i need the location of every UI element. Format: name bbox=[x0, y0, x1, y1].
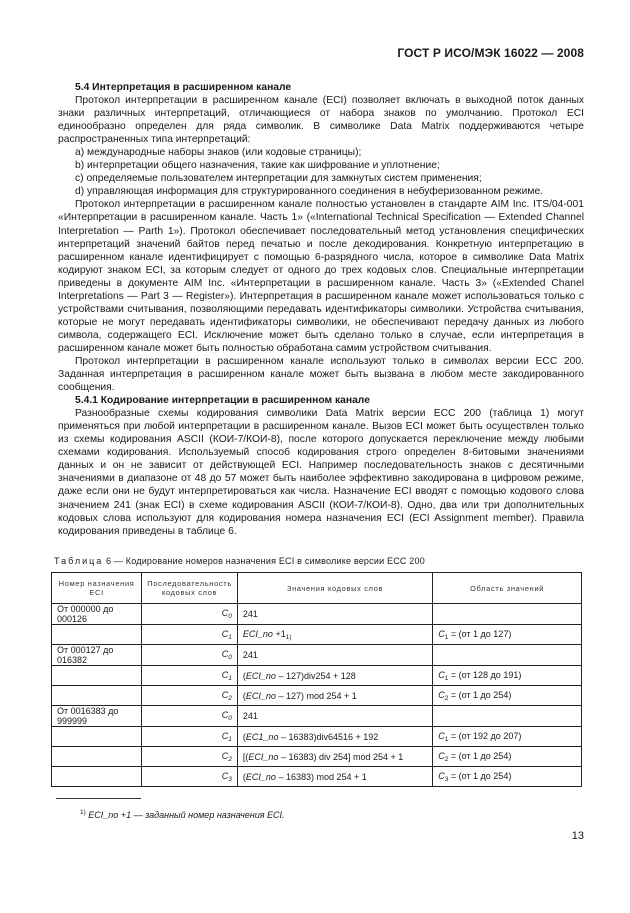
footnote-rule bbox=[56, 798, 141, 799]
area-text: = (от 1 до 254) bbox=[448, 770, 512, 781]
value-range-cell bbox=[433, 727, 582, 747]
codeword-cell bbox=[142, 747, 238, 767]
codeword-value-cell bbox=[237, 645, 432, 666]
codeword-value: 241 bbox=[242, 650, 258, 660]
codeword-value: 241 bbox=[242, 711, 258, 721]
codeword-index: 0 bbox=[228, 654, 232, 661]
eci-range-cell bbox=[52, 727, 142, 747]
eci-range-cell: От 000127 до 016382 bbox=[52, 645, 142, 666]
eci-range-cell bbox=[52, 767, 142, 787]
area-symbol: C bbox=[438, 770, 445, 781]
codeword-symbol: C bbox=[221, 730, 229, 741]
eci-range-cell bbox=[52, 625, 142, 645]
codeword-symbol: C bbox=[221, 608, 229, 618]
area-index: 3 bbox=[444, 775, 449, 783]
area-text: = (от 1 до 254) bbox=[448, 750, 512, 761]
codeword-symbol: C bbox=[221, 750, 229, 761]
eci-range-cell bbox=[52, 747, 142, 767]
area-symbol: C bbox=[438, 628, 445, 639]
codeword-value: (ECI_no – 127) mod 254 + 1 bbox=[242, 690, 357, 701]
codeword-index: 0 bbox=[228, 715, 232, 722]
table-row bbox=[52, 767, 582, 787]
paragraph: Разнообразные схемы кодирования символики Data Matrix версии ECC 200 (таблица 1) могут применяться при любой интерпретации в расширенном канале. Вызов ECI может быть осуществлен только из схемы кодирования ASCII (КОИ-7/КОИ-8), после которого допускается переключение между любыми схемами кодирования. Используемый способ кодирования строго определен 8-битовыми значениями данных и он не зависит от действующей ECI. Например последовательность знаков с десятичными значениями в диапазоне от 48 до 57 может быть наиболее эффективно закодирована в цифровом режиме, даже если они не будут интерпретироваться как числа. Назначение ECI вводят с помощью кодового слова значением 241 (знак ECI) в схеме кодирования ASCII (КОИ-7/КОИ-8). Одно, два или три дополнительных кодовых слова используют для кодирования номера назначения ECI (ECI Assignment member). Правила кодирования приведены в таблице 6. bbox=[58, 408, 584, 537]
area-text: = (от 128 до 191) bbox=[448, 669, 522, 680]
area-text: = (от 192 до 207) bbox=[448, 730, 522, 741]
codeword-value: ECI_no +1 bbox=[242, 628, 286, 639]
codeword-cell bbox=[142, 625, 238, 645]
column-header: Номер назначения ECI bbox=[52, 573, 142, 604]
codeword-symbol: C bbox=[221, 689, 229, 700]
footnote-mark: 1) bbox=[80, 809, 86, 816]
table-row bbox=[52, 666, 582, 686]
codeword-index: 2 bbox=[228, 694, 232, 702]
page-number: 13 bbox=[571, 830, 584, 842]
section-heading: 5.4 Интерпретация в расширенном канале bbox=[75, 82, 292, 93]
table-row bbox=[52, 747, 582, 767]
codeword-value-cell bbox=[237, 767, 432, 787]
area-index: 2 bbox=[444, 755, 449, 763]
codeword-cell bbox=[142, 706, 238, 727]
eci-range-cell: От 000000 до 000126 bbox=[52, 604, 142, 625]
area-index: 1 bbox=[444, 633, 449, 641]
area-text: = (от 1 до 254) bbox=[448, 689, 512, 700]
codeword-cell bbox=[142, 727, 238, 747]
codeword-symbol: C bbox=[221, 649, 229, 659]
paragraph: Протокол интерпретации в расширенном канале (ECI) позволяет включать в выходной поток данных знаки различных интерпретаций, отличающиеся от набора знаков по умолчанию. Протокол ECI единообразно определен для ряда символик. В символике Data Matrix поддерживаются четыре распространенных типа интерпретаций: bbox=[58, 95, 584, 146]
footnote bbox=[80, 809, 285, 820]
value-range-cell bbox=[433, 604, 582, 625]
area-index: 1 bbox=[444, 674, 449, 682]
column-header: Последовательность кодовых слов bbox=[142, 573, 238, 604]
value-range-cell bbox=[433, 747, 582, 767]
area-index: 2 bbox=[444, 694, 449, 702]
codeword-value-cell bbox=[237, 686, 432, 706]
codeword-value-cell bbox=[237, 666, 432, 686]
codeword-symbol: C bbox=[221, 628, 229, 639]
eci-range-cell: От 0016383 до 999999 bbox=[52, 706, 142, 727]
eci-encoding-table bbox=[51, 572, 582, 787]
footnote-text: ECI_no +1 — заданный номер назначения ECI. bbox=[88, 810, 285, 820]
codeword-symbol: C bbox=[221, 669, 229, 680]
codeword-index: 3 bbox=[228, 775, 232, 783]
codeword-value-cell bbox=[237, 747, 432, 767]
codeword-value: [(ECI_no – 16383) div 254] mod 254 + 1 bbox=[242, 751, 404, 762]
codeword-cell bbox=[142, 686, 238, 706]
table-row bbox=[52, 686, 582, 706]
area-symbol: C bbox=[438, 669, 445, 680]
value-range-cell bbox=[433, 666, 582, 686]
codeword-cell bbox=[142, 767, 238, 787]
table-body bbox=[52, 604, 582, 787]
codeword-value-cell bbox=[237, 625, 432, 645]
area-text: = (от 1 до 127) bbox=[448, 628, 512, 639]
footnote-ref: 1) bbox=[285, 633, 292, 641]
codeword-index: 1 bbox=[228, 674, 232, 682]
value-range-cell bbox=[433, 625, 582, 645]
value-range-cell bbox=[433, 645, 582, 666]
table-header-row bbox=[52, 573, 582, 604]
table-row bbox=[52, 706, 582, 727]
area-index: 1 bbox=[444, 735, 449, 743]
value-range-cell bbox=[433, 767, 582, 787]
table-caption-text: 6 — Кодирование номеров назначения ECI в символике версии ECC 200 bbox=[106, 556, 425, 566]
codeword-value-cell bbox=[237, 706, 432, 727]
codeword-symbol: C bbox=[221, 710, 229, 720]
value-range-cell bbox=[433, 686, 582, 706]
table-row bbox=[52, 727, 582, 747]
body-text bbox=[58, 81, 584, 538]
column-header: Значения кодовых слов bbox=[237, 573, 432, 604]
codeword-value: (EC1_no – 16383)div64516 + 192 bbox=[242, 731, 379, 742]
codeword-value: (ECI_no – 16383) mod 254 + 1 bbox=[242, 771, 367, 782]
codeword-index: 1 bbox=[228, 633, 232, 641]
page-header: ГОСТ Р ИСО/МЭК 16022 — 2008 bbox=[397, 46, 584, 60]
table-row bbox=[52, 604, 582, 625]
codeword-index: 0 bbox=[228, 613, 232, 620]
subsection-heading: 5.4.1 Кодирование интерпретации в расширенном канале bbox=[75, 395, 370, 407]
area-symbol: C bbox=[438, 689, 445, 700]
codeword-value: 241 bbox=[242, 609, 258, 619]
value-range-cell bbox=[433, 706, 582, 727]
eci-range-cell bbox=[52, 686, 142, 706]
paragraph: Протокол интерпретации в расширенном канале используют только в символах версии ECC 200. Заданная интерпретация в расширенном канале может быть вызвана в любом месте закодированного сообщения. bbox=[58, 355, 584, 394]
table-caption-label: Таблица bbox=[54, 556, 104, 566]
table-caption bbox=[54, 556, 425, 566]
codeword-cell bbox=[142, 645, 238, 666]
eci-range-cell bbox=[52, 666, 142, 686]
paragraph: Протокол интерпретации в расширенном канале полностью установлен в стандарте AIM Inc. ITS/04-001 «Интерпретации в расширенном канале. Часть 1» («International Technical Specification — Extended Channel Interpretation — Parth 1»). Протокол обеспечивает последовательный метод установления специфических интерпретаций значений байтов перед печатью и после декодирования. Конкретную интерпретацию в расширенном канале идентифицирует с помощью 6-разрядного числа, которое в символике Data Matrix кодируют знаком ECI, за которым следует от одного до трех кодовых слов. Специальные интерпретации приведены в документе AIM Inc. «Интерпретации в расширенном канале. Часть 3» («Extended Chanel Interpretations — Part 3 — Register»). Интерпретация в расширенном канале может использоваться только с устройствами считывания, позволяющими передавать идентификаторы символики. Устройства считывания, которые не могут передавать идентификаторы символики, не обеспечивают передачу данных из любого символа, содержащего ECI. Исключение может быть сделано только в случае, если интерпретация в расширенном канале может быть полностью обработана самим устройством считывания. bbox=[58, 199, 584, 354]
table-row bbox=[52, 625, 582, 645]
list-item: d) управляющая информация для структурированного соединения в небуферизованном режиме. bbox=[75, 186, 544, 198]
list-item: с) определяемые пользователем интерпретации для замкнутых систем применения; bbox=[75, 173, 482, 185]
codeword-value: (ECI_no – 127)div254 + 128 bbox=[242, 670, 356, 681]
codeword-index: 1 bbox=[228, 735, 232, 743]
codeword-value-cell bbox=[237, 604, 432, 625]
codeword-symbol: C bbox=[221, 770, 229, 781]
codeword-cell bbox=[142, 666, 238, 686]
area-symbol: C bbox=[438, 730, 445, 741]
list-item: b) интерпретации общего назначения, такие как шифрование и уплотнение; bbox=[75, 160, 440, 172]
column-header: Область значений bbox=[433, 573, 582, 604]
list-item: а) международные наборы знаков (или кодовые страницы); bbox=[75, 147, 362, 159]
codeword-index: 2 bbox=[228, 755, 232, 763]
table-row bbox=[52, 645, 582, 666]
area-symbol: C bbox=[438, 750, 445, 761]
codeword-value-cell bbox=[237, 727, 432, 747]
codeword-cell bbox=[142, 604, 238, 625]
